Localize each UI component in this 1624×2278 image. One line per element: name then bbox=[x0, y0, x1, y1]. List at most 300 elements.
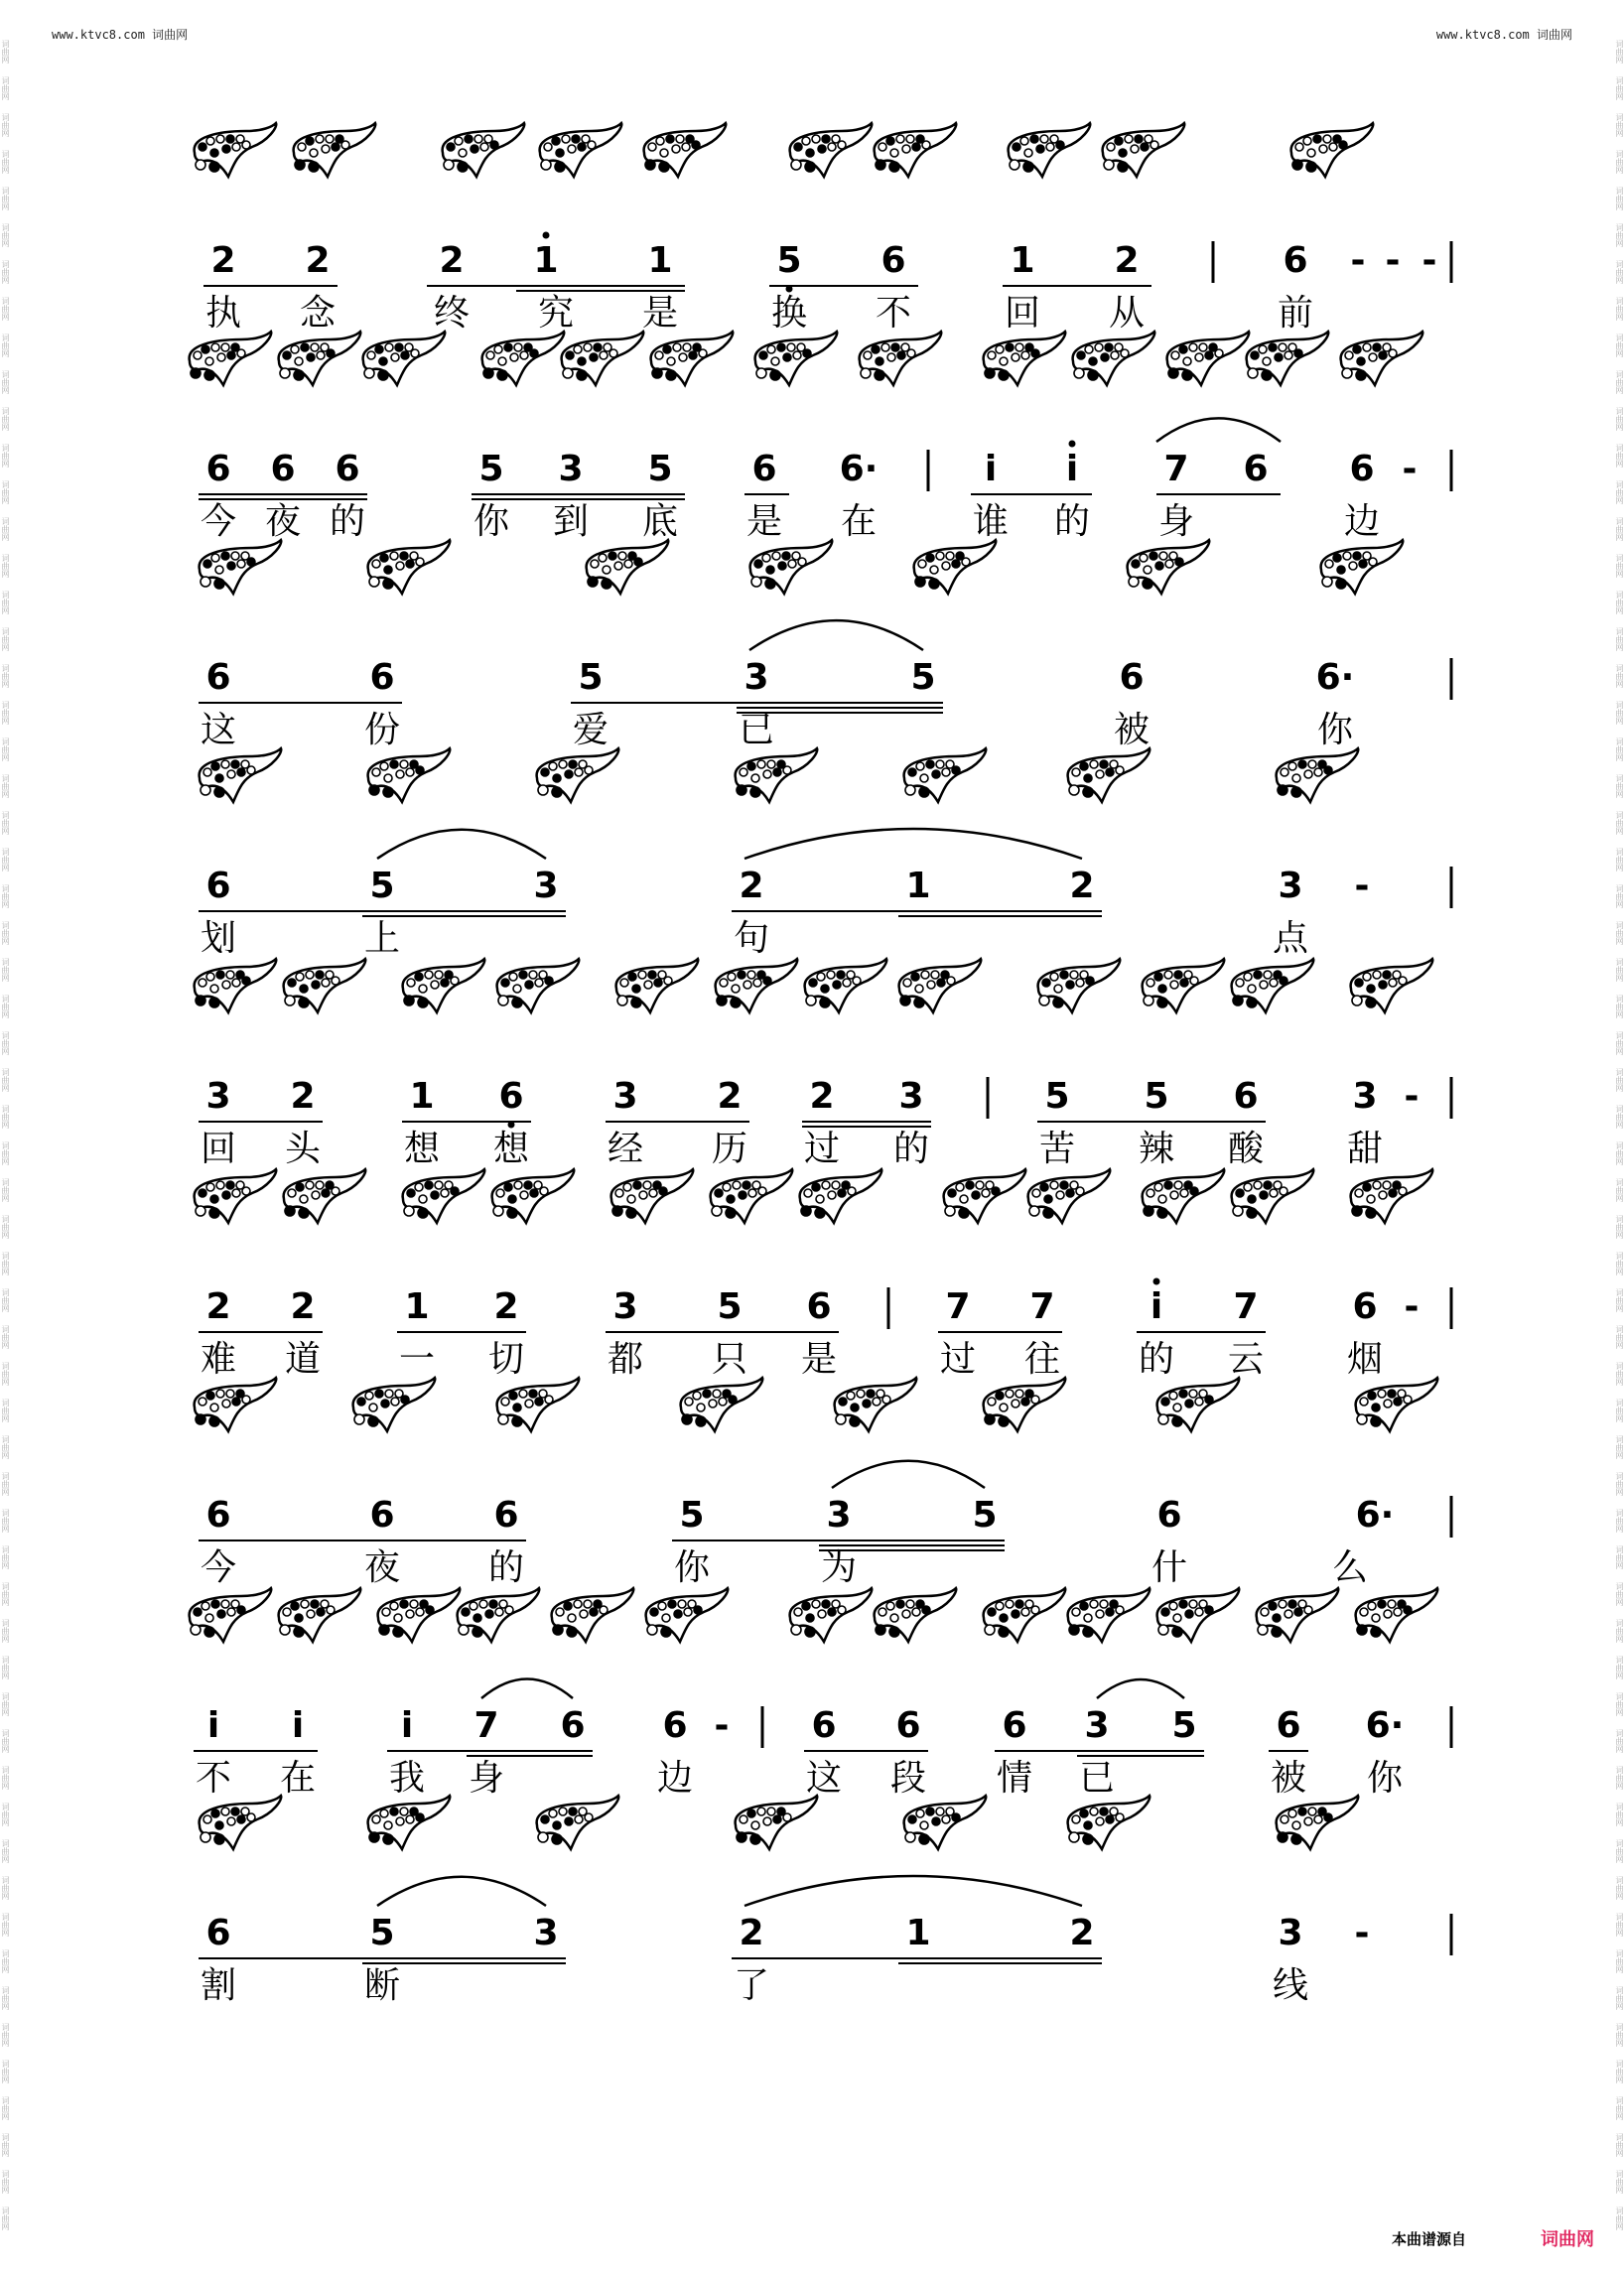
slur-arc bbox=[744, 1876, 1082, 1906]
note-numeral: - bbox=[1350, 240, 1366, 281]
ocarina-fingering-icon bbox=[195, 1378, 277, 1431]
ocarina-fingering-icon bbox=[195, 959, 277, 1012]
lyric-char: 割 bbox=[200, 1965, 237, 2006]
lyric-char: 句 bbox=[733, 918, 770, 959]
side-watermark-text: 词曲网 bbox=[1, 2060, 10, 2083]
note-numeral: 6 bbox=[806, 1286, 832, 1327]
ocarina-fingering-icon bbox=[616, 959, 699, 1012]
side-watermark-text: 词曲网 bbox=[1, 187, 10, 210]
side-watermark-text: 词曲网 bbox=[1615, 1325, 1624, 1349]
ocarina-fingering-icon bbox=[537, 748, 619, 802]
ocarina-fingering-icon bbox=[984, 1588, 1066, 1642]
lyric-char: 身 bbox=[1157, 501, 1195, 542]
side-watermark-text: 词曲网 bbox=[1, 1582, 10, 1606]
side-watermark-text: 词曲网 bbox=[1615, 1215, 1624, 1239]
lyric-char: 都 bbox=[607, 1339, 644, 1380]
note-numeral: i bbox=[206, 1705, 220, 1746]
slur-arc bbox=[744, 829, 1082, 859]
note-numeral: 6 bbox=[205, 449, 231, 489]
side-watermark-text: 词曲网 bbox=[1, 1839, 10, 1863]
slur-arc bbox=[1156, 418, 1281, 442]
side-watermark-text: 词曲网 bbox=[1, 1619, 10, 1643]
side-watermark-text: 词曲网 bbox=[1, 1509, 10, 1533]
side-watermark-text: 词曲网 bbox=[1615, 1399, 1624, 1422]
lyric-char: 爱 bbox=[572, 710, 609, 750]
side-watermark-text: 词曲网 bbox=[1615, 1362, 1624, 1386]
lyric-char: 是 bbox=[641, 293, 679, 334]
side-watermark-text: 词曲网 bbox=[1615, 848, 1624, 871]
ocarina-fingering-icon bbox=[750, 540, 833, 594]
ocarina-fingering-icon bbox=[646, 1588, 729, 1642]
ocarina-fingering-icon bbox=[1356, 1588, 1438, 1642]
side-watermark-text: 词曲网 bbox=[1, 1068, 10, 1092]
side-watermark-text: 词曲网 bbox=[1615, 1839, 1624, 1863]
side-watermark-text: 词曲网 bbox=[1615, 223, 1624, 247]
ocarina-fingering-icon bbox=[492, 1169, 575, 1223]
side-watermark-text: 词曲网 bbox=[1, 334, 10, 357]
ocarina-fingering-icon bbox=[1247, 332, 1329, 385]
side-watermark-text: 词曲网 bbox=[1, 1215, 10, 1239]
side-watermark-text: 词曲网 bbox=[1, 40, 10, 64]
ocarina-fingering-icon bbox=[552, 1588, 634, 1642]
ocarina-fingering-icon bbox=[1351, 959, 1433, 1012]
ocarina-fingering-icon bbox=[190, 1588, 272, 1642]
ocarina-fingering-icon bbox=[368, 748, 451, 802]
lyric-char: 不 bbox=[875, 293, 912, 334]
side-watermark-text: 词曲网 bbox=[1, 1252, 10, 1275]
ocarina-fingering-icon bbox=[875, 123, 957, 177]
side-watermark-text: 词曲网 bbox=[1615, 1619, 1624, 1643]
lyric-char: 到 bbox=[552, 501, 590, 542]
lyric-char: 过 bbox=[803, 1129, 841, 1169]
note-numeral: 6 bbox=[662, 1705, 688, 1746]
ocarina-fingering-icon bbox=[1277, 748, 1359, 802]
note-numeral: 6 bbox=[560, 1705, 586, 1746]
lyric-char: 段 bbox=[889, 1758, 927, 1799]
note-numeral: 2 bbox=[809, 1076, 835, 1117]
note-numeral: 3 bbox=[1352, 1076, 1378, 1117]
side-watermark-text: 词曲网 bbox=[1, 1876, 10, 1900]
side-watermark-text: 词曲网 bbox=[1, 1803, 10, 1826]
ocarina-fingering-icon bbox=[899, 959, 982, 1012]
side-watermark-text: 词曲网 bbox=[1615, 150, 1624, 174]
lyric-char: 甜 bbox=[1346, 1129, 1384, 1169]
note-numeral: 7 bbox=[945, 1286, 971, 1327]
lyric-char: 上 bbox=[363, 918, 401, 959]
ocarina-fingering-icon bbox=[284, 1169, 366, 1223]
side-watermark-text: 词曲网 bbox=[1, 2023, 10, 2047]
lyric-char: 的 bbox=[329, 501, 366, 542]
lyric-char: 点 bbox=[1272, 918, 1309, 959]
note-numeral: 6 bbox=[880, 240, 906, 281]
octave-dot-high bbox=[1069, 441, 1076, 448]
note-numeral: - bbox=[1402, 449, 1418, 489]
side-watermark-text: 词曲网 bbox=[1615, 1876, 1624, 1900]
ocarina-fingering-icon bbox=[681, 1378, 763, 1431]
lyric-char: 底 bbox=[641, 501, 679, 542]
side-watermark-text: 词曲网 bbox=[1615, 2096, 1624, 2120]
side-watermark-text: 词曲网 bbox=[1615, 1031, 1624, 1055]
ocarina-fingering-icon bbox=[860, 332, 942, 385]
ocarina-fingering-icon bbox=[363, 332, 446, 385]
lyric-char: 边 bbox=[656, 1758, 694, 1799]
lyric-char: 你 bbox=[673, 1547, 711, 1588]
lyric-char: 今 bbox=[200, 501, 237, 542]
lyric-char: 经 bbox=[607, 1129, 644, 1169]
side-watermark-text: 词曲网 bbox=[1615, 1288, 1624, 1312]
note-numeral: 5 bbox=[679, 1495, 705, 1536]
side-watermark-text: 词曲网 bbox=[1, 1986, 10, 2010]
lyric-char: 前 bbox=[1277, 293, 1314, 334]
lyric-char: 的 bbox=[892, 1129, 930, 1169]
side-watermark-text: 词曲网 bbox=[1, 1362, 10, 1386]
note-numeral: 6 bbox=[369, 657, 395, 698]
note-numeral: 6 bbox=[895, 1705, 921, 1746]
side-watermark-text: 词曲网 bbox=[1, 260, 10, 284]
lyric-char: 云 bbox=[1227, 1339, 1265, 1380]
ocarina-fingering-icon bbox=[1068, 1588, 1150, 1642]
ocarina-fingering-icon bbox=[875, 1588, 957, 1642]
side-watermark-text: 词曲网 bbox=[1615, 1472, 1624, 1496]
side-watermark-text: 词曲网 bbox=[1, 774, 10, 798]
lyric-char: 你 bbox=[1366, 1758, 1404, 1799]
lyric-char: 我 bbox=[388, 1758, 426, 1799]
side-watermark-text: 词曲网 bbox=[1615, 2133, 1624, 2157]
side-watermark-text: 词曲网 bbox=[1615, 1692, 1624, 1716]
side-watermark-text: 词曲网 bbox=[1, 554, 10, 578]
side-watermark-text: 词曲网 bbox=[1615, 1509, 1624, 1533]
ocarina-fingering-icon bbox=[1232, 1169, 1314, 1223]
header-left: www.ktvc8.com 词曲网 bbox=[52, 28, 189, 42]
note-numeral: 5 bbox=[369, 866, 395, 906]
lyric-char: 谁 bbox=[972, 501, 1010, 542]
side-watermark-text: 词曲网 bbox=[1, 811, 10, 835]
ocarina-fingering-icon bbox=[805, 959, 887, 1012]
side-watermark-text: 词曲网 bbox=[1615, 1141, 1624, 1165]
note-numeral: 1 bbox=[647, 240, 673, 281]
side-watermark-text: 词曲网 bbox=[1, 701, 10, 725]
side-watermark-text: 词曲网 bbox=[1615, 2170, 1624, 2194]
note-numeral: 6 bbox=[1352, 1286, 1378, 1327]
note-numeral: 3 bbox=[533, 1913, 559, 1953]
side-watermark-text: 词曲网 bbox=[1, 1729, 10, 1753]
octave-dot-high bbox=[1153, 1278, 1160, 1285]
note-numeral: 6 bbox=[205, 657, 231, 698]
note-numeral: - bbox=[714, 1705, 730, 1746]
lyric-char: 头 bbox=[284, 1129, 322, 1169]
note-numeral: 5 bbox=[717, 1286, 743, 1327]
note-numeral: 7 bbox=[1029, 1286, 1055, 1327]
note-numeral: - bbox=[1404, 1286, 1420, 1327]
side-watermark-text: 词曲网 bbox=[1615, 1729, 1624, 1753]
note-numeral: 3 bbox=[744, 657, 769, 698]
note-numeral: 3 bbox=[558, 449, 584, 489]
side-watermark-text: 词曲网 bbox=[1, 884, 10, 908]
note-numeral: 6 bbox=[1002, 1705, 1027, 1746]
note-numeral: 6· bbox=[1365, 1705, 1405, 1746]
ocarina-fingering-icon bbox=[736, 748, 818, 802]
note-numeral: 6 bbox=[1283, 240, 1308, 281]
side-watermark-text: 词曲网 bbox=[1, 2207, 10, 2230]
lyric-char: 是 bbox=[745, 501, 783, 542]
ocarina-fingering-icon bbox=[1143, 1169, 1225, 1223]
note-numeral: i bbox=[1065, 449, 1079, 489]
side-watermark-text: 词曲网 bbox=[1615, 1949, 1624, 1973]
side-watermark-text: 词曲网 bbox=[1615, 2207, 1624, 2230]
ocarina-fingering-icon bbox=[279, 1588, 361, 1642]
note-numeral: 2 bbox=[1069, 866, 1095, 906]
side-watermark-text: 词曲网 bbox=[1615, 737, 1624, 761]
side-watermark-text: 词曲网 bbox=[1, 76, 10, 100]
side-watermark-text: 词曲网 bbox=[1, 1105, 10, 1129]
ocarina-fingering-icon bbox=[904, 748, 987, 802]
lyric-char: 往 bbox=[1023, 1339, 1061, 1380]
note-numeral: 5 bbox=[910, 657, 936, 698]
side-watermark-text: 词曲网 bbox=[1615, 1105, 1624, 1129]
note-numeral: 6 bbox=[270, 449, 296, 489]
ocarina-fingering-icon bbox=[800, 1169, 882, 1223]
side-watermark-text: 词曲网 bbox=[1615, 40, 1624, 64]
lyric-char: 从 bbox=[1108, 293, 1146, 334]
note-numeral: 6 bbox=[1349, 449, 1375, 489]
ocarina-fingering-icon bbox=[195, 1169, 277, 1223]
side-watermark-text: 词曲网 bbox=[1, 2133, 10, 2157]
side-watermark-text: 词曲网 bbox=[1615, 260, 1624, 284]
side-watermark-text: 词曲网 bbox=[1615, 76, 1624, 100]
ocarina-fingering-icon bbox=[497, 1378, 580, 1431]
lyric-char: 今 bbox=[200, 1547, 237, 1588]
ocarina-fingering-icon bbox=[190, 332, 272, 385]
side-watermark-text: 词曲网 bbox=[1, 480, 10, 504]
side-watermark-text: 词曲网 bbox=[1615, 2060, 1624, 2083]
note-numeral: 5 bbox=[369, 1913, 395, 1953]
note-numeral: 6 bbox=[1156, 1495, 1182, 1536]
note-numeral: 3 bbox=[826, 1495, 852, 1536]
note-numeral: 2 bbox=[439, 240, 465, 281]
lyric-char: 辣 bbox=[1138, 1129, 1175, 1169]
side-watermark-text: 词曲网 bbox=[1615, 517, 1624, 541]
side-watermark-text: 词曲网 bbox=[1, 113, 10, 137]
note-numeral: 3 bbox=[1084, 1705, 1110, 1746]
ocarina-fingering-icon bbox=[790, 1588, 873, 1642]
ocarina-fingering-icon bbox=[200, 540, 282, 594]
note-numeral: 6 bbox=[811, 1705, 837, 1746]
header-right: www.ktvc8.com 词曲网 bbox=[1435, 28, 1572, 42]
note-numeral: 6 bbox=[751, 449, 777, 489]
side-watermark-text: 词曲网 bbox=[1615, 1435, 1624, 1459]
note-numeral: 3 bbox=[1278, 866, 1303, 906]
ocarina-fingering-icon bbox=[353, 1378, 436, 1431]
side-watermark-text: 词曲网 bbox=[1615, 664, 1624, 688]
ocarina-fingering-icon bbox=[1103, 123, 1185, 177]
lyric-char: 想 bbox=[492, 1129, 530, 1169]
note-numeral: 7 bbox=[1163, 449, 1189, 489]
note-numeral: 3 bbox=[533, 866, 559, 906]
note-numeral: 6 bbox=[369, 1495, 395, 1536]
side-watermark-text: 词曲网 bbox=[1, 1031, 10, 1055]
note-numeral: 2 bbox=[739, 866, 764, 906]
lyric-char: 这 bbox=[805, 1758, 843, 1799]
note-numeral: 6· bbox=[1315, 657, 1355, 698]
slur-arc bbox=[377, 830, 546, 859]
side-watermark-text: 词曲网 bbox=[1, 1949, 10, 1973]
side-watermark-text: 词曲网 bbox=[1, 591, 10, 614]
note-numeral: 3 bbox=[1278, 1913, 1303, 1953]
side-watermark-text: 词曲网 bbox=[1615, 1582, 1624, 1606]
ocarina-fingering-icon bbox=[611, 1169, 694, 1223]
ocarina-fingering-icon bbox=[540, 123, 622, 177]
side-watermark-text: 词曲网 bbox=[1, 1913, 10, 1937]
side-watermark-text: 词曲网 bbox=[1, 1545, 10, 1569]
octave-dot-high bbox=[543, 232, 550, 239]
note-numeral: 1 bbox=[1010, 240, 1035, 281]
lyric-char: 终 bbox=[433, 293, 471, 334]
note-numeral: i bbox=[1150, 1286, 1163, 1327]
ocarina-fingering-icon bbox=[497, 959, 580, 1012]
note-numeral: 2 bbox=[290, 1076, 316, 1117]
lyric-char: 不 bbox=[195, 1758, 232, 1799]
side-watermark-text: 词曲网 bbox=[1615, 1656, 1624, 1679]
ocarina-fingering-icon bbox=[1028, 1169, 1111, 1223]
side-watermark-text: 词曲网 bbox=[1615, 370, 1624, 394]
ocarina-fingering-icon bbox=[1157, 1378, 1240, 1431]
ocarina-fingering-icon bbox=[1291, 123, 1374, 177]
lyric-char: 份 bbox=[363, 710, 401, 750]
lyric-char: 夜 bbox=[264, 501, 302, 542]
side-watermark-text: 词曲网 bbox=[1615, 1803, 1624, 1826]
side-watermark-text: 词曲网 bbox=[1615, 554, 1624, 578]
note-numeral: 2 bbox=[205, 1286, 231, 1327]
side-watermark-text: 词曲网 bbox=[1, 1472, 10, 1496]
side-watermark-text: 词曲网 bbox=[1615, 334, 1624, 357]
note-numeral: 3 bbox=[612, 1286, 638, 1327]
side-watermark-text: 词曲网 bbox=[1615, 921, 1624, 945]
side-watermark-text: 词曲网 bbox=[1, 223, 10, 247]
note-numeral: 2 bbox=[717, 1076, 743, 1117]
ocarina-fingering-icon bbox=[904, 1796, 987, 1849]
ocarina-fingering-icon bbox=[1277, 1796, 1359, 1849]
side-watermark-text: 词曲网 bbox=[1615, 2023, 1624, 2047]
side-watermark-text: 词曲网 bbox=[1, 1656, 10, 1679]
ocarina-fingering-icon bbox=[711, 1169, 793, 1223]
side-watermark-text: 词曲网 bbox=[1, 1435, 10, 1459]
lyric-char: 执 bbox=[204, 293, 242, 334]
note-numeral: 6 bbox=[205, 1495, 231, 1536]
note-numeral: - bbox=[1404, 1076, 1420, 1117]
note-numeral: 1 bbox=[905, 866, 931, 906]
ocarina-fingering-icon bbox=[1143, 959, 1225, 1012]
side-watermark-text: 词曲网 bbox=[1615, 1068, 1624, 1092]
note-numeral: 5 bbox=[1171, 1705, 1197, 1746]
lyric-char: 被 bbox=[1113, 710, 1150, 750]
lyric-char: 是 bbox=[800, 1339, 838, 1380]
side-watermark-text: 词曲网 bbox=[1, 370, 10, 394]
lyric-char: 过 bbox=[939, 1339, 977, 1380]
lyric-char: 夜 bbox=[363, 1547, 401, 1588]
side-watermark-text: 词曲网 bbox=[1615, 480, 1624, 504]
lyric-char: 什 bbox=[1150, 1547, 1188, 1588]
side-watermark-text: 词曲网 bbox=[1, 627, 10, 651]
ocarina-fingering-icon bbox=[1068, 1796, 1150, 1849]
lyric-char: 在 bbox=[840, 501, 878, 542]
side-watermark-text: 词曲网 bbox=[1615, 1913, 1624, 1937]
side-watermark-text: 词曲网 bbox=[1, 517, 10, 541]
lyric-char: 烟 bbox=[1346, 1339, 1384, 1380]
footer-source-label: 本曲谱源自 bbox=[1392, 2230, 1467, 2248]
note-numeral: 2 bbox=[1114, 240, 1140, 281]
lyric-char: 情 bbox=[996, 1758, 1033, 1799]
ocarina-fingering-icon bbox=[1009, 123, 1091, 177]
side-watermark-text: 词曲网 bbox=[1, 297, 10, 321]
slur-arc bbox=[377, 1877, 546, 1906]
ocarina-fingering-icon bbox=[482, 332, 565, 385]
side-watermark-text: 词曲网 bbox=[1615, 297, 1624, 321]
lyric-char: 酸 bbox=[1227, 1129, 1265, 1169]
ocarina-fingering-icon bbox=[195, 123, 277, 177]
side-watermark-text: 词曲网 bbox=[1, 1766, 10, 1790]
ocarina-fingering-icon bbox=[1157, 1588, 1240, 1642]
ocarina-fingering-icon bbox=[562, 332, 644, 385]
ocarina-fingering-icon bbox=[651, 332, 734, 385]
lyric-char: 一 bbox=[398, 1339, 436, 1380]
side-watermark-text: 词曲网 bbox=[1615, 1178, 1624, 1202]
lyric-char: 难 bbox=[200, 1339, 237, 1380]
side-watermark-text: 词曲网 bbox=[1, 2096, 10, 2120]
lyric-char: 念 bbox=[299, 293, 337, 334]
lyric-char: 被 bbox=[1270, 1758, 1307, 1799]
side-watermark-text: 词曲网 bbox=[1, 848, 10, 871]
ocarina-fingering-icon bbox=[835, 1378, 917, 1431]
note-numeral: 6 bbox=[493, 1495, 519, 1536]
lyric-char: 身 bbox=[468, 1758, 505, 1799]
ocarina-fingering-icon bbox=[403, 959, 485, 1012]
ocarina-fingering-icon bbox=[984, 332, 1066, 385]
note-numeral: 6· bbox=[1355, 1495, 1395, 1536]
note-numeral: i bbox=[984, 449, 998, 489]
side-watermark-text: 词曲网 bbox=[1, 1325, 10, 1349]
note-numeral: 3 bbox=[612, 1076, 638, 1117]
side-watermark-text: 词曲网 bbox=[1, 664, 10, 688]
ocarina-fingering-icon bbox=[790, 123, 873, 177]
side-watermark-text: 词曲网 bbox=[1615, 444, 1624, 468]
side-watermark-text: 词曲网 bbox=[1, 1178, 10, 1202]
ocarina-fingering-icon bbox=[1351, 1169, 1433, 1223]
ocarina-fingering-icon bbox=[368, 1796, 451, 1849]
ocarina-fingering-icon bbox=[458, 1588, 540, 1642]
note-numeral: 1 bbox=[905, 1913, 931, 1953]
lyric-char: 的 bbox=[487, 1547, 525, 1588]
lyric-char: 的 bbox=[1138, 1339, 1175, 1380]
note-numeral: 2 bbox=[305, 240, 331, 281]
lyric-char: 线 bbox=[1272, 1965, 1309, 2006]
ocarina-fingering-icon bbox=[1038, 959, 1121, 1012]
ocarina-fingering-icon bbox=[1232, 959, 1314, 1012]
footer-site-label: 词曲网 bbox=[1541, 2229, 1594, 2250]
ocarina-fingering-icon bbox=[279, 332, 361, 385]
side-watermark-text: 词曲网 bbox=[1, 737, 10, 761]
note-numeral: 2 bbox=[493, 1286, 519, 1327]
ocarina-fingering-icon bbox=[284, 959, 366, 1012]
side-watermark-text: 词曲网 bbox=[1615, 995, 1624, 1018]
note-numeral: 5 bbox=[478, 449, 504, 489]
ocarina-fingering-icon bbox=[1341, 332, 1423, 385]
ocarina-fingering-icon bbox=[443, 123, 525, 177]
side-watermark-text: 词曲网 bbox=[1615, 1252, 1624, 1275]
side-watermark-text: 词曲网 bbox=[1, 1399, 10, 1422]
side-watermark-text: 词曲网 bbox=[1615, 1766, 1624, 1790]
note-numeral: 2 bbox=[290, 1286, 316, 1327]
lyric-char: 断 bbox=[363, 1965, 401, 2006]
